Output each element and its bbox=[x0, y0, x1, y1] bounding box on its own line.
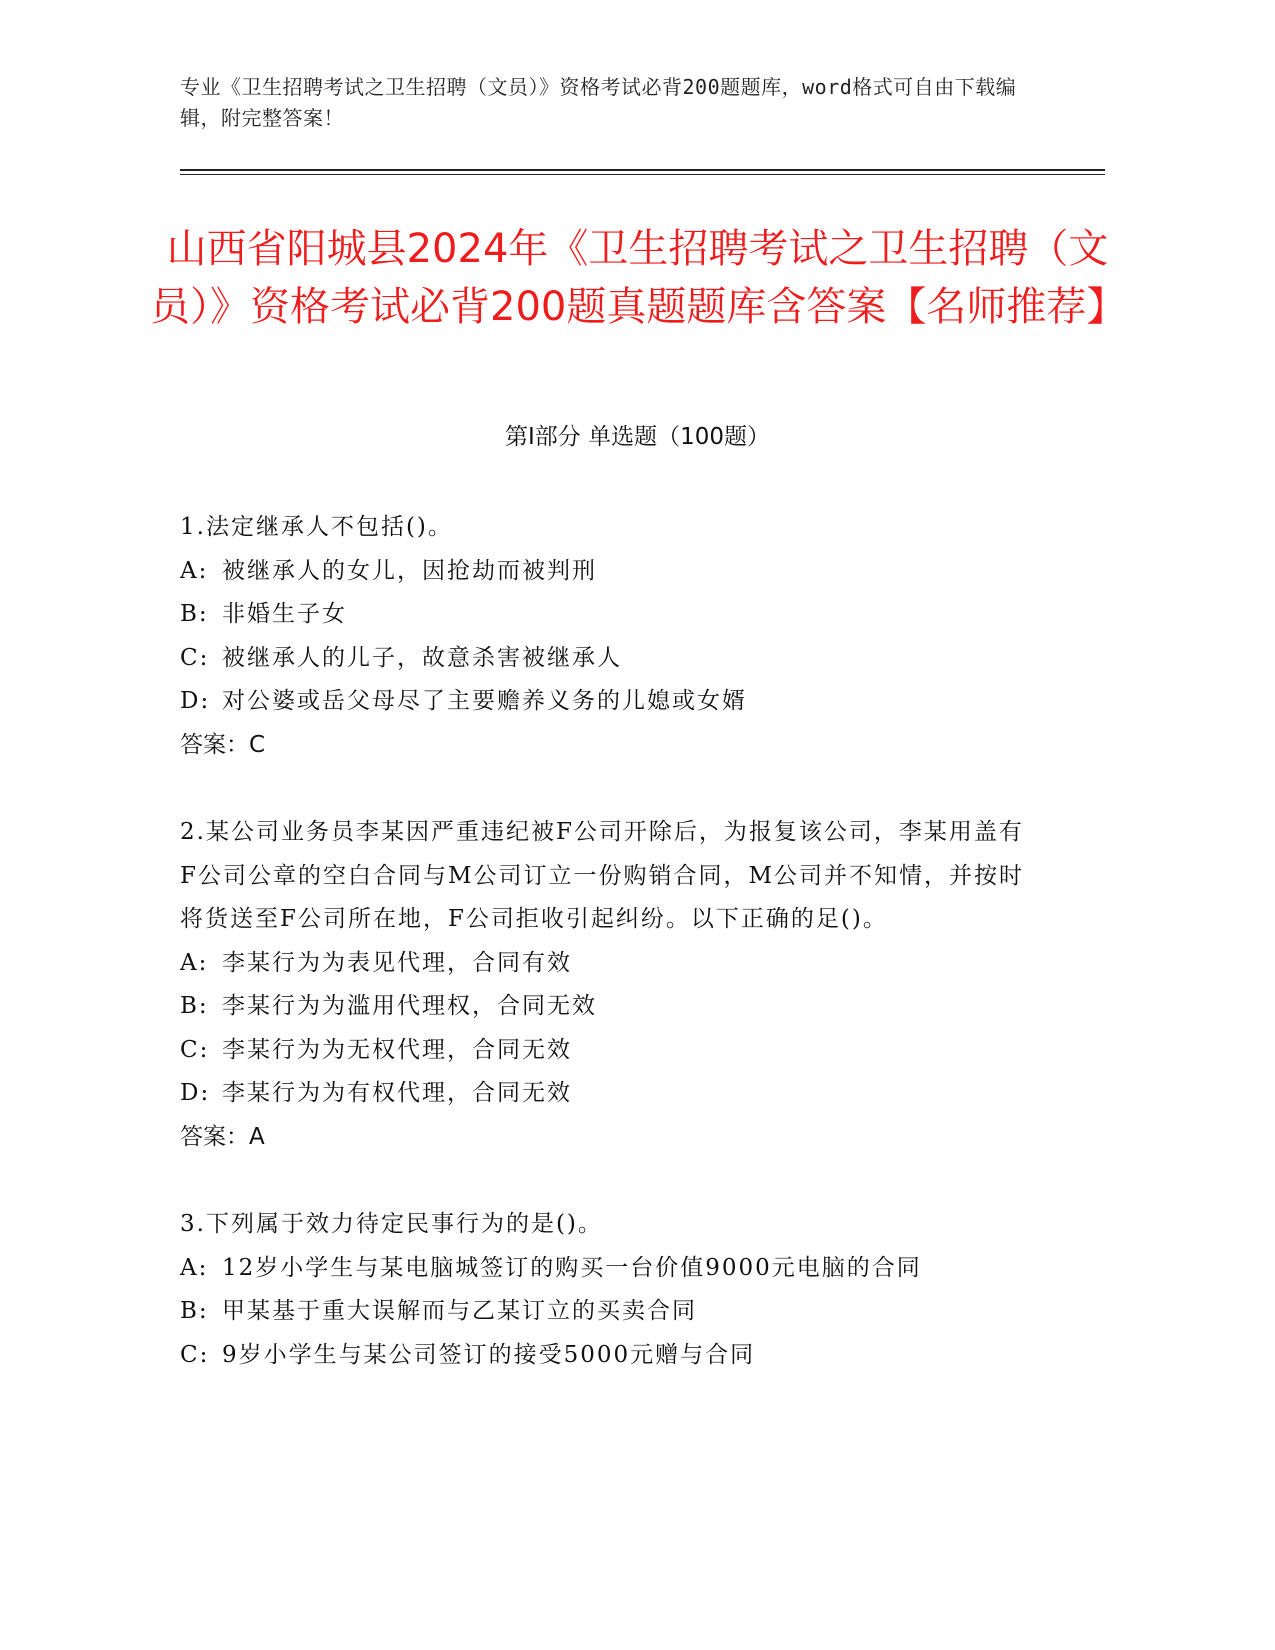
option-letter: B: bbox=[180, 993, 209, 1019]
header-note: 专业《卫生招聘考试之卫生招聘（文员）》资格考试必背200题题库，word格式可自由下载编辑，附完整答案！ bbox=[180, 75, 1017, 130]
option-letter: A: bbox=[180, 1254, 209, 1281]
option-letter: A: bbox=[180, 949, 209, 976]
question-3 bbox=[180, 1203, 1040, 1377]
option-d bbox=[180, 680, 1040, 724]
option-b bbox=[180, 985, 1040, 1029]
question-list bbox=[180, 506, 1040, 1421]
option-text: 非婚生子女 bbox=[222, 601, 347, 627]
option-text: 李某行为为有权代理，合同无效 bbox=[222, 1080, 572, 1106]
option-letter: C: bbox=[180, 1036, 210, 1063]
option-letter: B: bbox=[180, 601, 209, 627]
option-c bbox=[180, 1334, 1040, 1378]
option-c bbox=[180, 1029, 1040, 1073]
option-text: 对公婆或岳父母尽了主要赡养义务的儿媳或女婿 bbox=[222, 688, 747, 714]
option-d bbox=[180, 1072, 1040, 1116]
option-letter: C: bbox=[180, 644, 210, 671]
option-text: 李某行为为表见代理，合同有效 bbox=[222, 949, 572, 976]
answer: 答案：A bbox=[180, 1123, 265, 1150]
option-text: 甲某基于重大误解而与乙某订立的买卖合同 bbox=[222, 1298, 697, 1324]
question-stem: 1.法定继承人不包括()。 bbox=[180, 514, 453, 540]
option-text: 被继承人的儿子，故意杀害被继承人 bbox=[222, 644, 622, 671]
question-2 bbox=[180, 811, 1040, 1159]
option-letter: B: bbox=[180, 1298, 209, 1324]
option-c bbox=[180, 637, 1040, 681]
option-text: 12岁小学生与某电脑城签订的购买一台价值9000元电脑的合同 bbox=[222, 1254, 922, 1281]
question-stem: 2.某公司业务员李某因严重违纪被F公司开除后，为报复该公司，李某用盖有F公司公章的空白合同与M公司订立一份购销合同，M公司并不知情，并按时将货送至F公司所在地，F公司拒收引起纠纷。以下正确的足()。 bbox=[180, 819, 1025, 932]
option-a bbox=[180, 942, 1040, 986]
header-divider-thin bbox=[180, 174, 1105, 175]
question-stem: 3.下列属于效力待定民事行为的是()。 bbox=[180, 1211, 603, 1237]
option-a bbox=[180, 550, 1040, 594]
option-text: 被继承人的女儿，因抢劫而被判刑 bbox=[222, 557, 597, 584]
section-title: 第Ⅰ部分 单选题（100题） bbox=[505, 424, 770, 450]
option-b bbox=[180, 593, 1040, 637]
option-text: 李某行为为滥用代理权，合同无效 bbox=[222, 993, 597, 1019]
option-a bbox=[180, 1247, 1040, 1291]
question-1 bbox=[180, 506, 1040, 767]
document-title: 山西省阳城县2024年《卫生招聘考试之卫生招聘（文员）》资格考试必背200题真题题库含答案【名师推荐】 bbox=[150, 226, 1127, 330]
option-text: 9岁小学生与某公司签订的接受5000元赠与合同 bbox=[222, 1341, 756, 1368]
answer: 答案：C bbox=[180, 731, 266, 758]
option-letter: A: bbox=[180, 557, 209, 584]
option-letter: C: bbox=[180, 1341, 210, 1368]
header-divider-thick bbox=[180, 169, 1105, 171]
option-letter: D: bbox=[180, 688, 211, 714]
option-letter: D: bbox=[180, 1080, 211, 1106]
option-b bbox=[180, 1290, 1040, 1334]
option-text: 李某行为为无权代理，合同无效 bbox=[222, 1036, 572, 1063]
